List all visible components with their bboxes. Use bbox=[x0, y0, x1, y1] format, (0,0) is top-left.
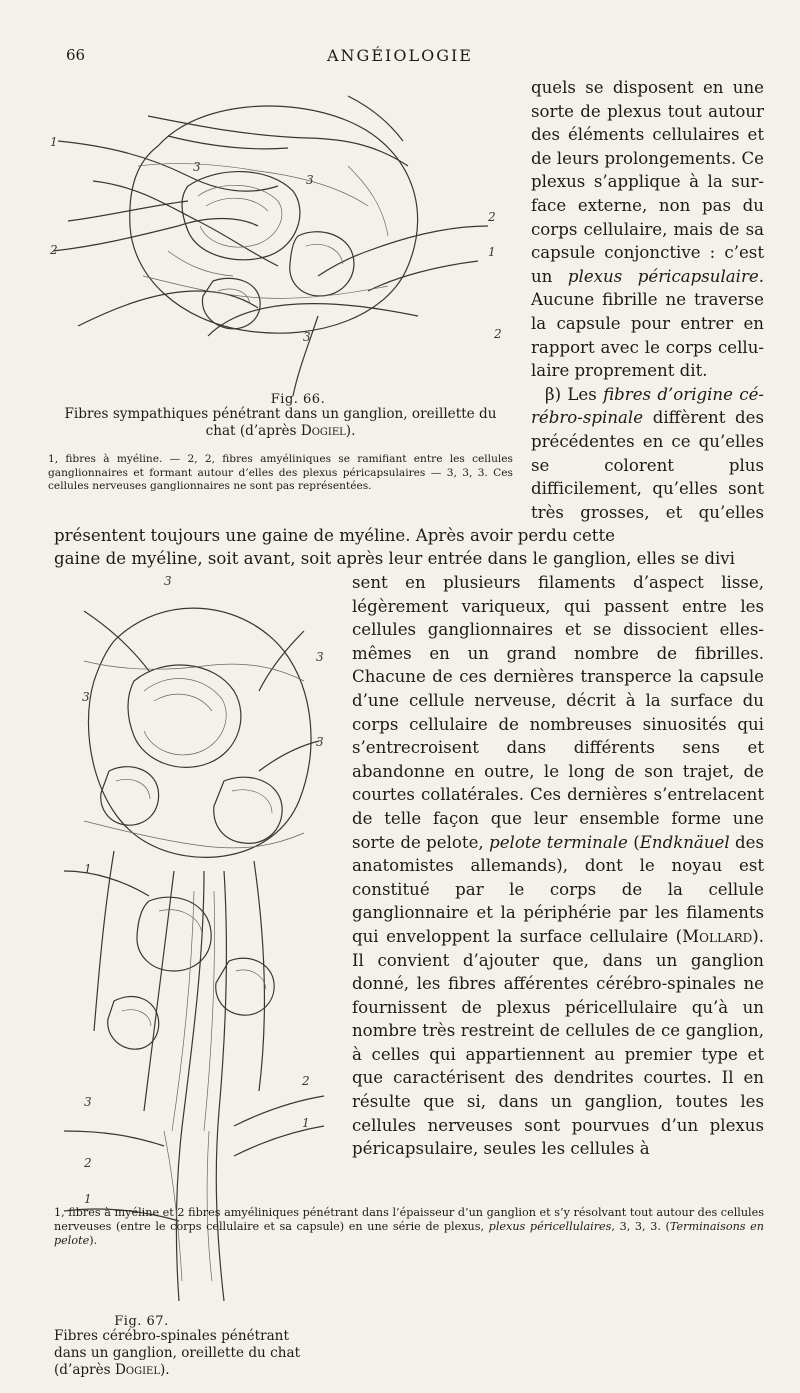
figure-67-marker: 2 bbox=[84, 1156, 92, 1170]
term-pelote-terminale: pelote terminale bbox=[489, 832, 628, 852]
figure-67-caption-text: Fibres cérébro-spinales pénétrant dans un ganglion, oreillette du chat (d’après bbox=[54, 1328, 301, 1378]
figure-66-marker: 3 bbox=[303, 330, 311, 344]
term-fibres-cerebro-spinale: fibres d’origine cérébro-spinale bbox=[531, 384, 764, 428]
paragraph-text: sent en plusieurs filaments d’aspect lisse, légèrement variqueux, qui passent entre les cellules ganglionnaires et se dissocient elles-mêmes en un grand nombre de fibrilles. Chacune de ces dernières transperce la capsule d’une cellule nerveuse, décrit à la surface du corps cellulaire de nombreuses sinuosités qui s’entrecroisent dans différents sens et abandonne en outre, le long de son trajet, de courtes collatérales. Ces dernières s’entrelacent de telle façon que leur ensemble forme une sorte de pelote, bbox=[352, 573, 764, 852]
footnote-text: , 3, 3, 3. ( bbox=[611, 1220, 670, 1233]
lower-text-block bbox=[54, 571, 764, 1393]
figure-67-marker: 3 bbox=[316, 735, 324, 749]
term-terminaisons-en-pelote: Terminaisons en pelote bbox=[54, 1220, 764, 1247]
figure-67-illustration bbox=[54, 571, 334, 1306]
figure-67-marker: 1 bbox=[302, 1116, 310, 1130]
term-plexus-pericellulaires: plexus péricellulaires bbox=[488, 1220, 612, 1233]
paragraph-text: β) Les bbox=[545, 384, 604, 404]
author-mollard: Mollard bbox=[682, 926, 753, 946]
figure-66 bbox=[48, 76, 513, 524]
paragraph-text: quels se disposent en une sorte de plexus tout autour des éléments cellulaires et de leurs prolongements. Ce plexus s’applique à la surface externe, non pas du corps cellulaire, mais de sa capsule conjonctive : c’est un bbox=[531, 78, 764, 286]
term-endknauel: Endknäuel bbox=[639, 832, 730, 852]
figure-67-marker: 2 bbox=[302, 1074, 310, 1088]
figure-67 bbox=[54, 571, 334, 1393]
figure-66-marker: 1 bbox=[488, 245, 496, 259]
figure-66-marker: 3 bbox=[306, 173, 314, 187]
running-title: ANGÉIOLOGIE bbox=[327, 46, 473, 65]
figure-67-marker: 3 bbox=[82, 690, 90, 704]
running-head bbox=[66, 46, 734, 68]
figure-66-marker: 2 bbox=[488, 210, 496, 224]
footnote-text: 1, fibres à myéline et 2 fibres amyéliniques pénétrant dans l’épaisseur d’un ganglion et s’y résolvant tout autour des cellules nerveuses (entre le corps cellulaire et sa capsule) en une série de plexus, bbox=[54, 1206, 764, 1233]
footnote-text: ). bbox=[89, 1234, 98, 1247]
figure-66-marker: 2 bbox=[50, 243, 58, 257]
paragraph-text: des anatomistes allemands), dont le noyau est constitué par le corps de la cellule ganglionnaire et la périphérie par les filaments qui enveloppent la surface cellulaire ( bbox=[352, 832, 764, 946]
paragraph-text: diffèrent des précédentes en ce qu’elles se colorent plus difficilement, qu’elles sont très grosses, et qu’elles présentent toujours une gaine de myéline. Après avoir perdu cette bbox=[54, 408, 764, 546]
figure-66-caption-end: ). bbox=[345, 423, 356, 439]
figure-67-marker: 3 bbox=[84, 1095, 92, 1109]
figure-66-caption-text: Fibres sympathiques pénétrant dans un ganglion, oreillette du chat (d’après bbox=[64, 406, 497, 439]
figure-67-marker: 1 bbox=[84, 862, 92, 876]
paragraph-text: ). Il convient d’ajouter que, dans un ganglion donné, les fibres afférentes cérébro-spinales ne fournissent de plexus péricellulaire qu’à un nombre très restreint de cellules de ce ganglion, à celles qui appartiennent au premier type et que caractérisent des dendrites courtes. Il en résulte que si, dans un ganglion, toutes les cellules nerveuses sont pourvues d’un plexus péricapsulaire, seules les cellules à bbox=[352, 926, 764, 1159]
figure-67-caption-author: Dogiel bbox=[114, 1362, 160, 1378]
figure-67-caption bbox=[54, 1328, 319, 1379]
figure-67-legend bbox=[54, 1206, 764, 1248]
upper-text-block bbox=[48, 76, 764, 548]
figure-66-label: Fig. 66. bbox=[270, 392, 326, 407]
term-plexus-pericapsulaire: plexus péricapsulaire. bbox=[567, 266, 764, 286]
page-number: 66 bbox=[66, 46, 86, 64]
full-width-line: gaine de myéline, soit avant, soit après leur entrée dans le ganglion, elles se divi bbox=[54, 549, 735, 568]
figure-66-marker: 2 bbox=[494, 327, 502, 341]
paragraph-text: ( bbox=[627, 832, 640, 852]
figure-67-marker: 3 bbox=[164, 574, 172, 588]
figure-67-label: Fig. 67. bbox=[114, 1314, 169, 1329]
figure-66-caption-author: Dogiel bbox=[300, 423, 346, 439]
figure-66-legend: 1, fibres à myéline. — 2, 2, fibres amyéliniques se ramifiant entre les cellules ganglionnaires et formant autour d’elles des plexus péricapsulaires — 3, 3, 3. Ces cellules nerveuses ganglionnaires ne sont pas représentées. bbox=[48, 453, 513, 492]
figure-67-marker: 3 bbox=[316, 650, 324, 664]
figure-66-caption bbox=[48, 406, 513, 440]
figure-67-caption-end: ). bbox=[159, 1362, 170, 1378]
figure-66-marker: 3 bbox=[193, 160, 201, 174]
figure-66-marker: 1 bbox=[50, 135, 58, 149]
paragraph-text: Aucune fibrille ne traverse la capsule pour entrer en rapport avec le corps cellulaire proprement dit. bbox=[531, 290, 764, 381]
figure-67-marker: 1 bbox=[84, 1192, 92, 1206]
figure-66-illustration bbox=[48, 76, 513, 406]
